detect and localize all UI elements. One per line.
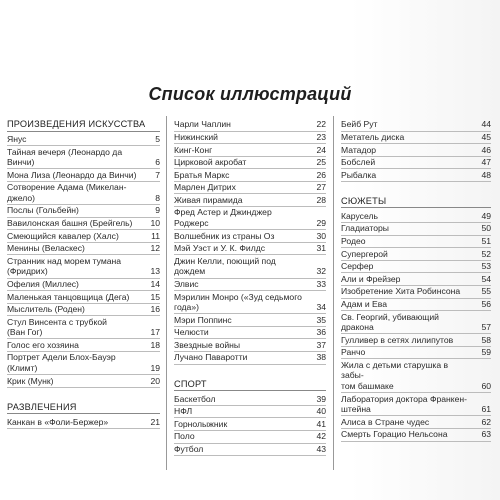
entry-title: Маленькая танцовщица (Дега) <box>7 291 130 302</box>
toc-entry <box>174 194 326 207</box>
entry-title: Чарли Чаплин <box>174 119 231 130</box>
toc-section <box>174 119 326 365</box>
entry-title: Кинг-Конг <box>174 144 213 155</box>
entry-page-number: 50 <box>481 223 491 234</box>
toc-entry <box>174 255 326 278</box>
entry-title: Метатель диска <box>341 131 405 142</box>
entry-page-number: 30 <box>316 230 326 241</box>
entry-page-number: 48 <box>481 169 491 180</box>
entry-page-number: 12 <box>150 243 160 254</box>
entry-page-number: 15 <box>150 291 160 302</box>
entry-page-number: 25 <box>316 157 326 168</box>
entry-page-number: 13 <box>150 266 160 277</box>
column-3 <box>341 119 491 448</box>
entry-page-number: 45 <box>481 131 491 142</box>
entry-title: Родео <box>341 236 366 247</box>
toc-entry <box>174 339 326 352</box>
entry-page-number: 35 <box>316 314 326 325</box>
entry-title: Мэри Поппинс <box>174 314 232 325</box>
toc-entry <box>341 359 491 393</box>
section-heading: РАЗВЛЕЧЕНИЯ <box>7 402 160 415</box>
entry-title: Жила с детьми старушка в забы- том башмаке <box>341 359 449 392</box>
entry-title: Голос его хозяина <box>7 339 79 350</box>
section-heading: СПОРТ <box>174 379 326 392</box>
entry-title: Волшебник из страны Оз <box>174 230 275 241</box>
entry-title: НФЛ <box>174 406 193 417</box>
toc-section <box>7 119 160 388</box>
entry-title: Лучано Паваротти <box>174 352 248 363</box>
toc-entry <box>7 255 160 278</box>
toc-entry <box>174 444 326 457</box>
entry-page-number: 29 <box>316 218 326 229</box>
toc-entry <box>174 157 326 170</box>
column-2 <box>174 119 326 462</box>
toc-entry <box>174 207 326 230</box>
toc-entry <box>7 146 160 169</box>
toc-entry <box>7 169 160 182</box>
entry-title: Св. Георгий, убивающий дракона <box>341 311 439 333</box>
entry-page-number: 37 <box>316 339 326 350</box>
toc-entry <box>7 291 160 304</box>
toc-entry <box>174 279 326 292</box>
entry-title: Послы (Гольбейн) <box>7 205 79 216</box>
entry-page-number: 22 <box>316 119 326 130</box>
entry-title: Гладиаторы <box>341 223 389 234</box>
toc-entry <box>174 169 326 182</box>
toc-entry <box>174 132 326 145</box>
toc-entry <box>341 334 491 347</box>
entry-title: Фред Астер и Джинджер Роджерс <box>174 207 272 229</box>
entry-title: Алиса в Стране чудес <box>341 416 430 427</box>
entry-title: Менины (Веласкес) <box>7 243 85 254</box>
toc-entry <box>7 352 160 375</box>
entry-page-number: 23 <box>316 131 326 142</box>
toc-entry <box>341 119 491 132</box>
toc-entry <box>7 339 160 352</box>
page-title: Список иллюстраций <box>148 84 352 104</box>
entry-page-number: 10 <box>150 218 160 229</box>
toc-entry <box>174 431 326 444</box>
toc-entry <box>7 316 160 339</box>
toc-section <box>174 379 326 456</box>
toc-entry <box>174 119 326 132</box>
entry-page-number: 61 <box>481 404 491 415</box>
entry-title: Али и Фрейзер <box>341 273 401 284</box>
entry-page-number: 63 <box>481 429 491 440</box>
entry-title: Футбол <box>174 443 204 454</box>
entry-title: Мыслитель (Роден) <box>7 304 85 315</box>
toc-section <box>341 196 491 442</box>
entry-page-number: 58 <box>481 334 491 345</box>
entry-page-number: 19 <box>150 363 160 374</box>
entry-title: Элвис <box>174 278 199 289</box>
entry-page-number: 62 <box>481 416 491 427</box>
toc-entry <box>341 311 491 334</box>
toc-entry <box>174 144 326 157</box>
toc-entry <box>7 243 160 256</box>
entry-title: Портрет Адели Блох-Бауэр (Климт) <box>7 352 116 374</box>
toc-entry <box>341 223 491 236</box>
entry-page-number: 33 <box>316 278 326 289</box>
toc-entry <box>174 406 326 419</box>
column-divider <box>333 116 334 470</box>
entry-page-number: 34 <box>316 302 326 313</box>
entry-page-number: 53 <box>481 261 491 272</box>
entry-page-number: 43 <box>316 443 326 454</box>
toc-entry <box>7 279 160 292</box>
toc-entry <box>341 393 491 416</box>
entry-title: Серфер <box>341 261 374 272</box>
entry-page-number: 31 <box>316 243 326 254</box>
entry-page-number: 8 <box>155 192 160 203</box>
toc-entry <box>174 243 326 256</box>
entry-title: Ранчо <box>341 347 366 358</box>
entry-page-number: 6 <box>155 157 160 168</box>
entry-title: Стул Винсента с трубкой (Ван Гог) <box>7 316 107 338</box>
entry-page-number: 51 <box>481 236 491 247</box>
entry-title: Нижинский <box>174 131 218 142</box>
toc-entry <box>7 304 160 317</box>
entry-page-number: 52 <box>481 248 491 259</box>
entry-title: Братья Маркс <box>174 169 230 180</box>
toc-entry <box>174 327 326 340</box>
entry-page-number: 60 <box>481 381 491 392</box>
entry-page-number: 44 <box>481 119 491 130</box>
entry-title: Поло <box>174 431 195 442</box>
entry-page-number: 55 <box>481 286 491 297</box>
toc-entry <box>174 393 326 406</box>
entry-page-number: 41 <box>316 418 326 429</box>
entry-page-number: 42 <box>316 431 326 442</box>
toc-entry <box>341 347 491 360</box>
toc-entry <box>341 273 491 286</box>
entry-page-number: 14 <box>150 278 160 289</box>
toc-entry <box>341 261 491 274</box>
toc-entry <box>7 182 160 205</box>
toc-entry <box>341 144 491 157</box>
entry-page-number: 36 <box>316 327 326 338</box>
entry-title: Баскетбол <box>174 393 216 404</box>
entry-title: Тайная вечеря (Леонардо да Винчи) <box>7 146 123 168</box>
toc-entry <box>341 299 491 312</box>
entry-title: Смерть Горацио Нельсона <box>341 429 448 440</box>
toc-entry <box>7 230 160 243</box>
entry-title: Челюсти <box>174 327 209 338</box>
entry-title: Странник над морем тумана (Фридрих) <box>7 255 122 277</box>
entry-page-number: 11 <box>151 230 160 241</box>
entry-title: Гулливер в сетях лилипутов <box>341 334 454 345</box>
entry-title: Джин Келли, поющий под дождем <box>174 255 276 277</box>
entry-title: Смеющийся кавалер (Халс) <box>7 230 119 241</box>
entry-page-number: 24 <box>316 144 326 155</box>
toc-entry <box>7 218 160 231</box>
entry-page-number: 9 <box>155 205 160 216</box>
column-1 <box>7 119 160 435</box>
entry-page-number: 17 <box>150 327 160 338</box>
toc-entry <box>341 132 491 145</box>
entry-page-number: 46 <box>481 144 491 155</box>
entry-title: Янус <box>7 133 27 144</box>
entry-page-number: 27 <box>316 182 326 193</box>
entry-page-number: 57 <box>481 322 491 333</box>
entry-title: Матадор <box>341 144 377 155</box>
toc-entry <box>174 314 326 327</box>
entry-title: Марлен Дитрих <box>174 182 236 193</box>
entry-page-number: 59 <box>481 347 491 358</box>
toc-entry <box>341 416 491 429</box>
entry-title: Вавилонская башня (Брейгель) <box>7 218 133 229</box>
entry-page-number: 20 <box>150 375 160 386</box>
toc-entry <box>174 418 326 431</box>
toc-entry <box>341 286 491 299</box>
entry-title: Рыбалка <box>341 169 377 180</box>
toc-entry <box>174 182 326 195</box>
toc-entry <box>174 352 326 365</box>
entry-title: Канкан в «Фоли-Бержер» <box>7 416 109 427</box>
entry-title: Мона Лиза (Леонардо да Винчи) <box>7 169 137 180</box>
entry-title: Бейб Рут <box>341 119 378 130</box>
entry-page-number: 16 <box>150 304 160 315</box>
entry-title: Изобретение Хита Робинсона <box>341 286 461 297</box>
toc-entry <box>174 291 326 314</box>
section-heading: СЮЖЕТЫ <box>341 196 491 209</box>
entry-page-number: 49 <box>481 210 491 221</box>
toc-entry <box>341 210 491 223</box>
entry-title: Цирковой акробат <box>174 157 247 168</box>
toc-entry <box>341 236 491 249</box>
entry-title: Мэй Уэст и У. К. Филдс <box>174 243 266 254</box>
toc-entry <box>341 429 491 442</box>
entry-title: Горнолыжник <box>174 418 228 429</box>
entry-page-number: 5 <box>155 133 160 144</box>
entry-title: Живая пирамида <box>174 194 243 205</box>
entry-title: Адам и Ева <box>341 298 387 309</box>
entry-title: Сотворение Адама (Микелан- джело) <box>7 182 127 203</box>
toc-entry <box>341 169 491 182</box>
toc-entry <box>7 375 160 388</box>
toc-entry <box>174 230 326 243</box>
section-heading: ПРОИЗВЕДЕНИЯ ИСКУССТВА <box>7 119 160 132</box>
entry-page-number: 21 <box>150 416 160 427</box>
entry-page-number: 28 <box>316 194 326 205</box>
section-spacer <box>341 188 491 196</box>
entry-page-number: 56 <box>481 298 491 309</box>
entry-page-number: 39 <box>316 393 326 404</box>
entry-page-number: 26 <box>316 169 326 180</box>
toc-section <box>341 119 491 182</box>
entry-title: Офелия (Миллес) <box>7 278 79 289</box>
entry-title: Мэрилин Монро («Зуд седьмого года») <box>174 291 302 313</box>
entry-title: Звездные войны <box>174 339 241 350</box>
toc-entry <box>341 157 491 170</box>
toc-entry <box>7 205 160 218</box>
entry-page-number: 47 <box>481 157 491 168</box>
entry-page-number: 32 <box>316 266 326 277</box>
toc-entry <box>7 416 160 429</box>
entry-title: Крик (Мунк) <box>7 375 54 386</box>
section-spacer <box>7 394 160 402</box>
entry-title: Лаборатория доктора Франкен- штейна <box>341 393 468 415</box>
entry-page-number: 54 <box>481 273 491 284</box>
entry-page-number: 18 <box>150 339 160 350</box>
column-divider <box>166 116 167 470</box>
toc-section <box>7 402 160 429</box>
entry-page-number: 40 <box>316 406 326 417</box>
entry-page-number: 7 <box>155 169 160 180</box>
entry-title: Карусель <box>341 210 378 221</box>
toc-entry <box>7 134 160 147</box>
entry-title: Бобслей <box>341 157 376 168</box>
toc-entry <box>341 248 491 261</box>
entry-title: Супергерой <box>341 248 388 259</box>
section-spacer <box>174 371 326 379</box>
entry-page-number: 38 <box>316 352 326 363</box>
